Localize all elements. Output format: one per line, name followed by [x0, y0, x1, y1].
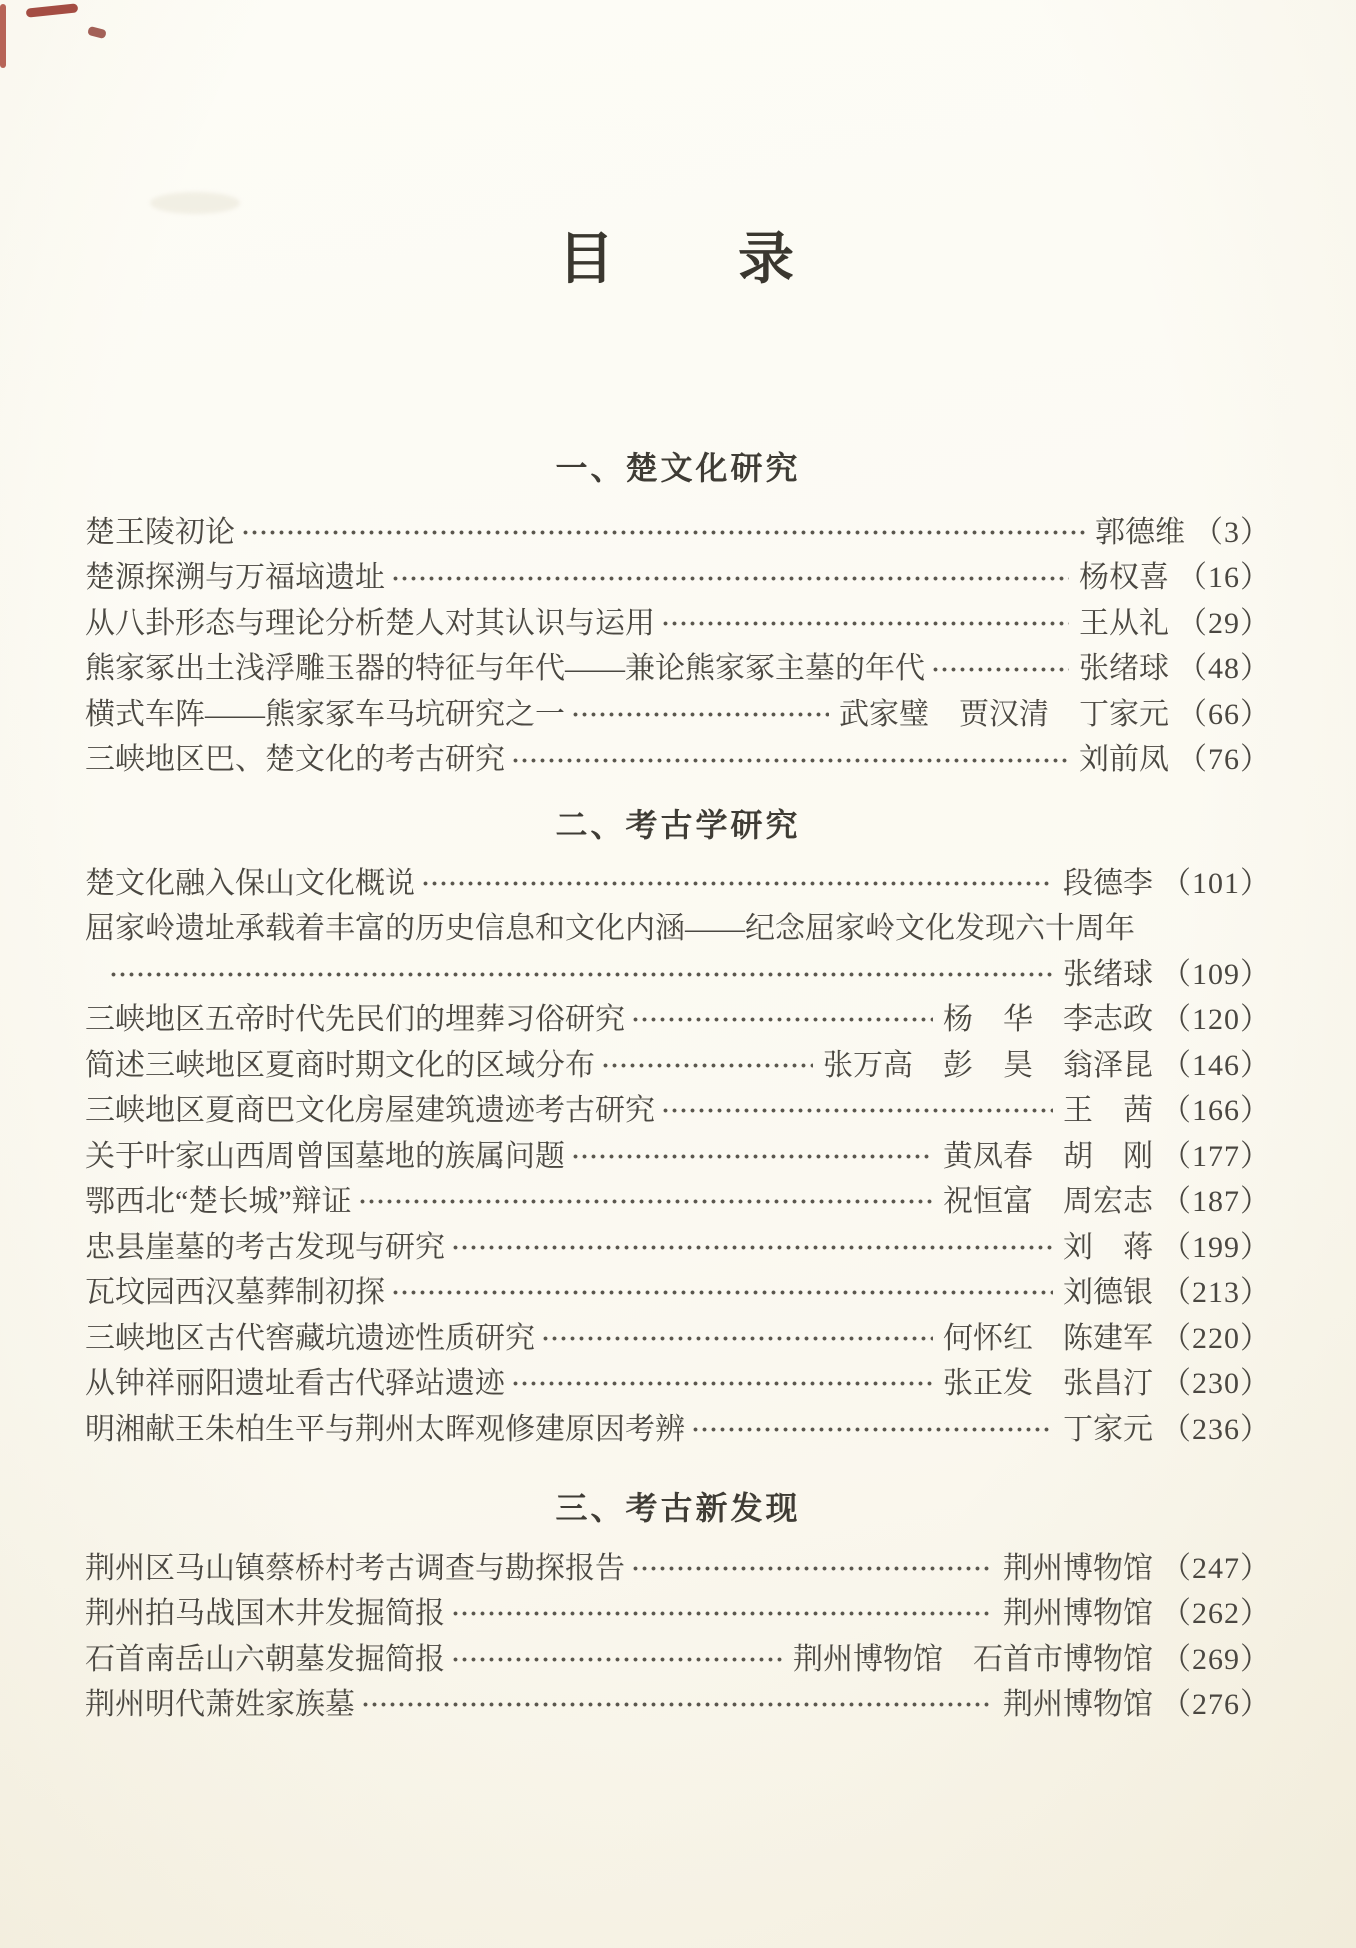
toc-entry	[85, 1088, 1271, 1134]
entry-title: 荆州明代萧姓家族墓	[85, 1688, 355, 1722]
toc-entry	[85, 1591, 1271, 1637]
dot-leader	[451, 1241, 1053, 1254]
entry-authors: 刘德银	[1063, 1276, 1153, 1310]
dot-leader	[358, 1195, 933, 1208]
entry-title: 忠县崖墓的考古发现与研究	[85, 1230, 445, 1264]
page-title: 目 录	[558, 229, 798, 291]
entry-page-number: （177）	[1161, 1139, 1271, 1173]
entry-page-number: （199）	[1161, 1230, 1271, 1264]
entry-page-number: （101）	[1161, 866, 1271, 900]
toc-entry	[85, 906, 1271, 952]
entry-page-number: （187）	[1161, 1185, 1271, 1219]
entry-page-number: （236）	[1161, 1412, 1271, 1446]
dot-leader	[601, 1059, 813, 1072]
dot-leader	[451, 1607, 993, 1620]
entry-authors: 何怀红 陈建军	[943, 1321, 1153, 1355]
toc-entry	[85, 737, 1271, 783]
entry-page-number: （230）	[1161, 1367, 1271, 1401]
entry-page-number: （120）	[1161, 1003, 1271, 1037]
toc-entry	[85, 1682, 1271, 1728]
entry-title: 鄂西北“楚长城”辩证	[85, 1185, 352, 1219]
entry-title: 三峡地区五帝时代先民们的埋葬习俗研究	[85, 1003, 625, 1037]
entry-page-number: （3）	[1193, 515, 1271, 549]
toc-entry	[85, 692, 1271, 738]
dot-leader	[241, 526, 1085, 539]
entry-authors: 段德李	[1063, 866, 1153, 900]
entry-authors: 王 茜	[1063, 1094, 1153, 1128]
entry-title: 楚源探溯与万福垴遗址	[85, 561, 385, 595]
entry-title: 熊家冢出土浅浮雕玉器的特征与年代——兼论熊家冢主墓的年代	[85, 652, 925, 686]
dot-leader	[631, 1013, 933, 1026]
entry-title: 三峡地区夏商巴文化房屋建筑遗迹考古研究	[85, 1094, 655, 1128]
dot-leader	[391, 572, 1069, 585]
entry-page-number: （166）	[1161, 1094, 1271, 1128]
entry-page-number: （76）	[1177, 743, 1271, 777]
toc-entry	[85, 646, 1271, 692]
entry-title: 关于叶家山西周曾国墓地的族属问题	[85, 1139, 565, 1173]
toc-section	[85, 448, 1271, 783]
toc-entry	[85, 555, 1271, 601]
entry-title: 从八卦形态与理论分析楚人对其认识与运用	[85, 606, 655, 640]
toc-entry	[85, 1134, 1271, 1180]
toc-entry	[85, 997, 1271, 1043]
dot-leader	[931, 663, 1069, 676]
entry-title: 瓦坟园西汉墓葬制初探	[85, 1276, 385, 1310]
dot-leader	[109, 968, 1053, 981]
dot-leader	[631, 1562, 993, 1575]
toc-entry	[85, 1546, 1271, 1592]
entry-authors: 武家璧 贾汉清 丁家元	[839, 697, 1169, 731]
entry-authors: 张绪球	[1063, 957, 1153, 991]
entry-list	[85, 510, 1271, 783]
dot-leader	[511, 754, 1069, 767]
entry-title: 楚王陵初论	[85, 515, 235, 549]
entry-authors: 杨权喜	[1079, 561, 1169, 595]
toc-entry	[85, 510, 1271, 556]
entry-authors: 张正发 张昌汀	[943, 1367, 1153, 1401]
entry-page-number: （146）	[1161, 1048, 1271, 1082]
dot-leader	[361, 1698, 993, 1711]
entry-authors: 刘 蒋	[1063, 1230, 1153, 1264]
toc-entry	[85, 1270, 1271, 1316]
entry-title: 三峡地区巴、楚文化的考古研究	[85, 743, 505, 777]
entry-authors: 张万高 彭 昊 翁泽昆	[823, 1048, 1153, 1082]
entry-page-number: （276）	[1161, 1688, 1271, 1722]
section-heading: 二、考古学研究	[555, 806, 801, 843]
toc	[85, 448, 1271, 1727]
entry-title: 从钟祥丽阳遗址看古代驿站遗迹	[85, 1367, 505, 1401]
entry-authors: 祝恒富 周宏志	[943, 1185, 1153, 1219]
entry-title: 屈家岭遗址承载着丰富的历史信息和文化内涵——纪念屈家岭文化发现六十周年	[85, 912, 1135, 946]
toc-entry	[85, 601, 1271, 647]
entry-authors: 郭德维	[1095, 515, 1185, 549]
entry-page-number: （48）	[1177, 652, 1271, 686]
entry-page-number: （66）	[1177, 697, 1271, 731]
dot-leader	[541, 1332, 933, 1345]
entry-list	[85, 1546, 1271, 1728]
toc-entry	[85, 1637, 1271, 1683]
entry-page-number: （213）	[1161, 1276, 1271, 1310]
entry-page-number: （262）	[1161, 1597, 1271, 1631]
dot-leader	[421, 877, 1053, 890]
entry-title: 明湘献王朱柏生平与荆州太晖观修建原因考辨	[85, 1412, 685, 1446]
dot-leader	[571, 1150, 933, 1163]
entry-page-number: （29）	[1177, 606, 1271, 640]
entry-page-number: （109）	[1161, 957, 1271, 991]
toc-section	[85, 1488, 1271, 1728]
section-heading: 三、考古新发现	[555, 1490, 801, 1527]
dot-leader	[661, 617, 1069, 630]
entry-authors: 张绪球	[1079, 652, 1169, 686]
toc-entry	[85, 1043, 1271, 1089]
dot-leader	[571, 708, 829, 721]
section-heading: 一、楚文化研究	[555, 450, 801, 487]
entry-authors: 黄凤春 胡 刚	[943, 1139, 1153, 1173]
toc-entry	[85, 1179, 1271, 1225]
entry-page-number: （269）	[1161, 1642, 1271, 1676]
entry-title: 荆州区马山镇蔡桥村考古调查与勘探报告	[85, 1551, 625, 1585]
entry-list	[85, 861, 1271, 1453]
dot-leader	[451, 1653, 783, 1666]
entry-title: 简述三峡地区夏商时期文化的区域分布	[85, 1048, 595, 1082]
entry-authors: 荆州博物馆 石首市博物馆	[793, 1642, 1153, 1676]
entry-title: 荆州拍马战国木井发掘简报	[85, 1597, 445, 1631]
entry-page-number: （220）	[1161, 1321, 1271, 1355]
toc-entry	[85, 1225, 1271, 1271]
entry-title: 楚文化融入保山文化概说	[85, 866, 415, 900]
entry-title: 三峡地区古代窖藏坑遗迹性质研究	[85, 1321, 535, 1355]
toc-entry-continuation	[85, 952, 1271, 998]
toc-entry	[85, 1316, 1271, 1362]
entry-authors: 刘前凤	[1079, 743, 1169, 777]
toc-entry	[85, 861, 1271, 907]
toc-entry	[85, 1361, 1271, 1407]
entry-authors: 荆州博物馆	[1003, 1597, 1153, 1631]
entry-title: 横式车阵——熊家冢车马坑研究之一	[85, 697, 565, 731]
entry-page-number: （247）	[1161, 1551, 1271, 1585]
entry-title: 石首南岳山六朝墓发掘简报	[85, 1642, 445, 1676]
entry-authors: 王从礼	[1079, 606, 1169, 640]
entry-authors: 荆州博物馆	[1003, 1688, 1153, 1722]
dot-leader	[391, 1286, 1053, 1299]
toc-section	[85, 805, 1271, 1452]
entry-page-number: （16）	[1177, 561, 1271, 595]
toc-entry	[85, 1407, 1271, 1453]
entry-authors: 丁家元	[1063, 1412, 1153, 1446]
dot-leader	[661, 1104, 1053, 1117]
entry-authors: 荆州博物馆	[1003, 1551, 1153, 1585]
dot-leader	[511, 1377, 933, 1390]
entry-authors: 杨 华 李志政	[943, 1003, 1153, 1037]
dot-leader	[691, 1423, 1053, 1436]
